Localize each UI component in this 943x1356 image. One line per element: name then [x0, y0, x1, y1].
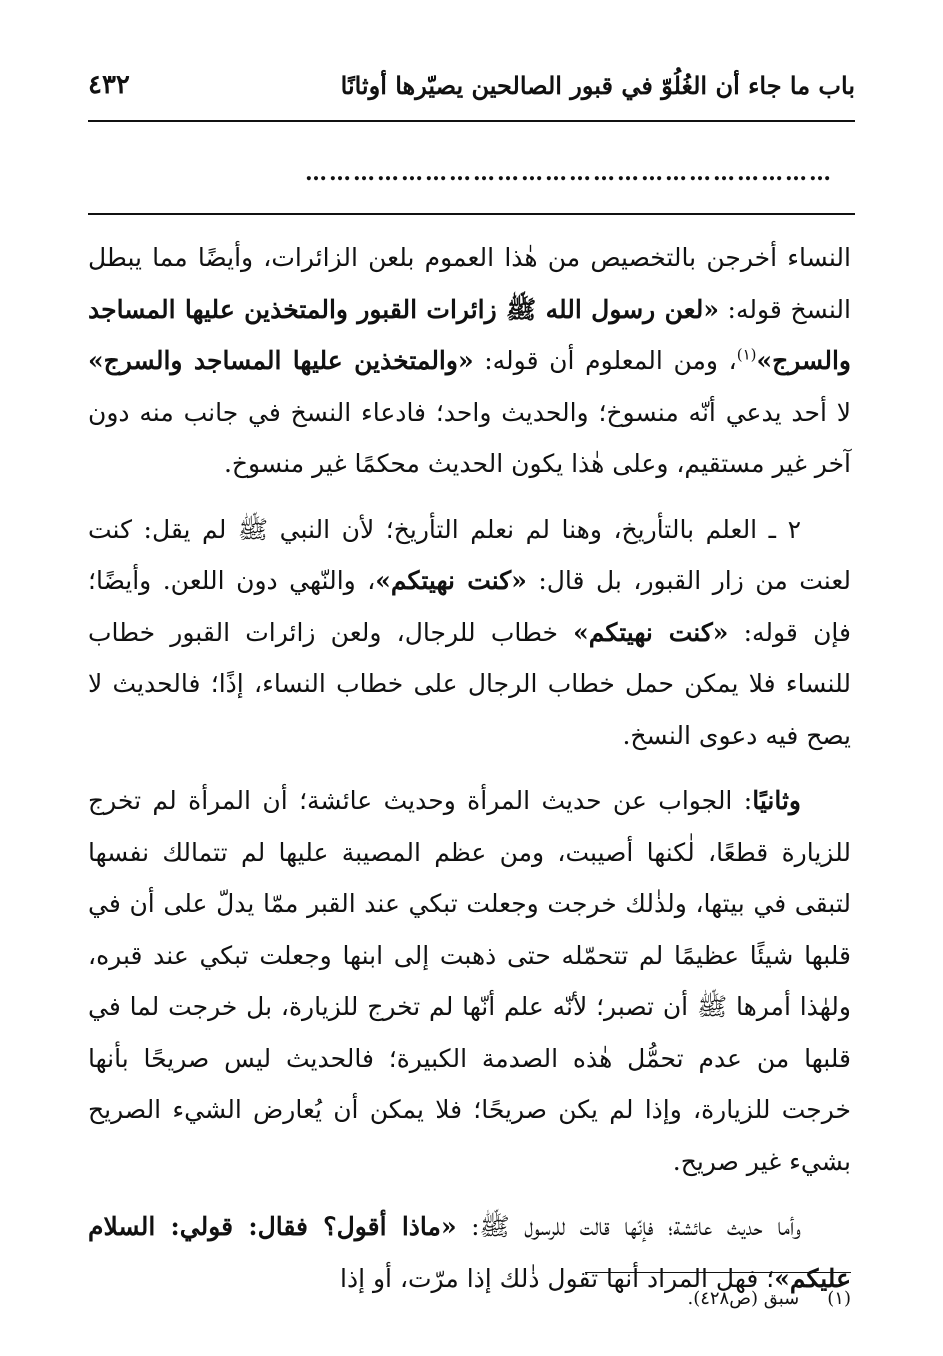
hadith-quote: «كنت نهيتكم» — [573, 617, 729, 647]
hadith-quote: «والمتخذين عليها المساجد والسرج» — [88, 346, 474, 375]
footnote-rule — [585, 1272, 851, 1273]
hadith-quote: «ماذا أقول؟ فقال: قولي: السلام عليكم» — [88, 1212, 851, 1293]
header-rule — [88, 120, 855, 122]
section-rule — [88, 213, 855, 215]
running-title: باب ما جاء أن الغُلُوّ في قبور الصالحين يصيّرها أوثانًا — [340, 70, 855, 100]
page-number: ٤٣٢ — [88, 70, 130, 100]
footnote-number: (١) — [827, 1288, 851, 1309]
paragraph-3 — [88, 775, 851, 1187]
paragraph-text: خطاب للرجال، ولعن زائرات القبور خطاب للنساء فلا يمكن حمل خطاب الرجال على خطاب النساء، إذًا؛ فالحديث لا يصح فيه دعوى النسخ. — [88, 617, 851, 750]
footnote-reference: (١) — [736, 345, 757, 364]
paragraph-text: ، ومن المعلوم أن قوله: — [473, 346, 737, 375]
paragraph-text: : الجواب عن حديث المرأة وحديث عائشة؛ أن المرأة لم تخرج للزيارة قطعًا، لٰكنها أصيبت، ومن عظم المصيبة عليها لم تتمالك نفسها لتبقى في بيتها، ولذٰلك خرجت وجعلت تبكي عند القبر ممّا يدلّ على أن في قلبها شيئًا عظيمًا لم تتحمّله حتى ذهبت إلى ابنها وجعلت تبكي عند قبره، ولهٰذا أمرها ﷺ أن تصبر؛ لأنّه علم أنّها لم تخرج للزيارة، بل خرجت لما في قلبها من عدم تحمُّل هٰذه الصدمة الكبيرة؛ فالحديث ليس صريحًا بأنها خرجت للزيارة، وإذا لم يكن صريحًا؛ فلا يمكن أن يُعارض الشيء الصريح بشيء غير صريح. — [88, 786, 851, 1176]
page-header — [88, 60, 855, 110]
hadith-quote: «كنت نهيتكم» — [375, 566, 527, 595]
footnote-text: سبق (ص٤٢٨). — [687, 1288, 800, 1309]
paragraph-1 — [88, 232, 851, 490]
elision-dots: ………………………………………………………… — [305, 160, 833, 184]
paragraph-lead: وثانيًا — [752, 786, 801, 815]
paragraph-text: ، والنّهي دون اللعن. وأيضًا؛ فإن قوله: — [88, 566, 851, 647]
paragraph-text: وأما حديث عائشة؛ فإنّها قالت للرسول ﷺ: — [456, 1212, 801, 1241]
footnote — [300, 1285, 851, 1313]
hadith-quote: «لعن رسول الله ﷺ زائرات القبور والمتخذين عليها المساجد والسرج» — [88, 294, 851, 375]
paragraph-text: ؛ فهل المراد أنها تقول ذٰلك إذا مرّت، أو إذا — [340, 1263, 775, 1293]
paragraph-text: ٢ ـ العلم بالتأريخ، وهنا لم نعلم التأريخ؛ لأن النبي ﷺ لم يقل: كنت لعنت من زار القبور، بل قال: — [88, 514, 851, 595]
paragraph-2 — [88, 504, 851, 762]
paragraph-text: النساء أخرجن بالتخصيص من هٰذا العموم بلعن الزائرات، وأيضًا مما يبطل النسخ قوله: — [88, 243, 851, 324]
body-text — [88, 232, 851, 1304]
paragraph-text: لا أحد يدعي أنّه منسوخ؛ والحديث واحد؛ فادعاء النسخ في جانب منه دون آخر غير مستقيم، وعلى هٰذا يكون الحديث محكمًا غير منسوخ. — [88, 397, 851, 478]
